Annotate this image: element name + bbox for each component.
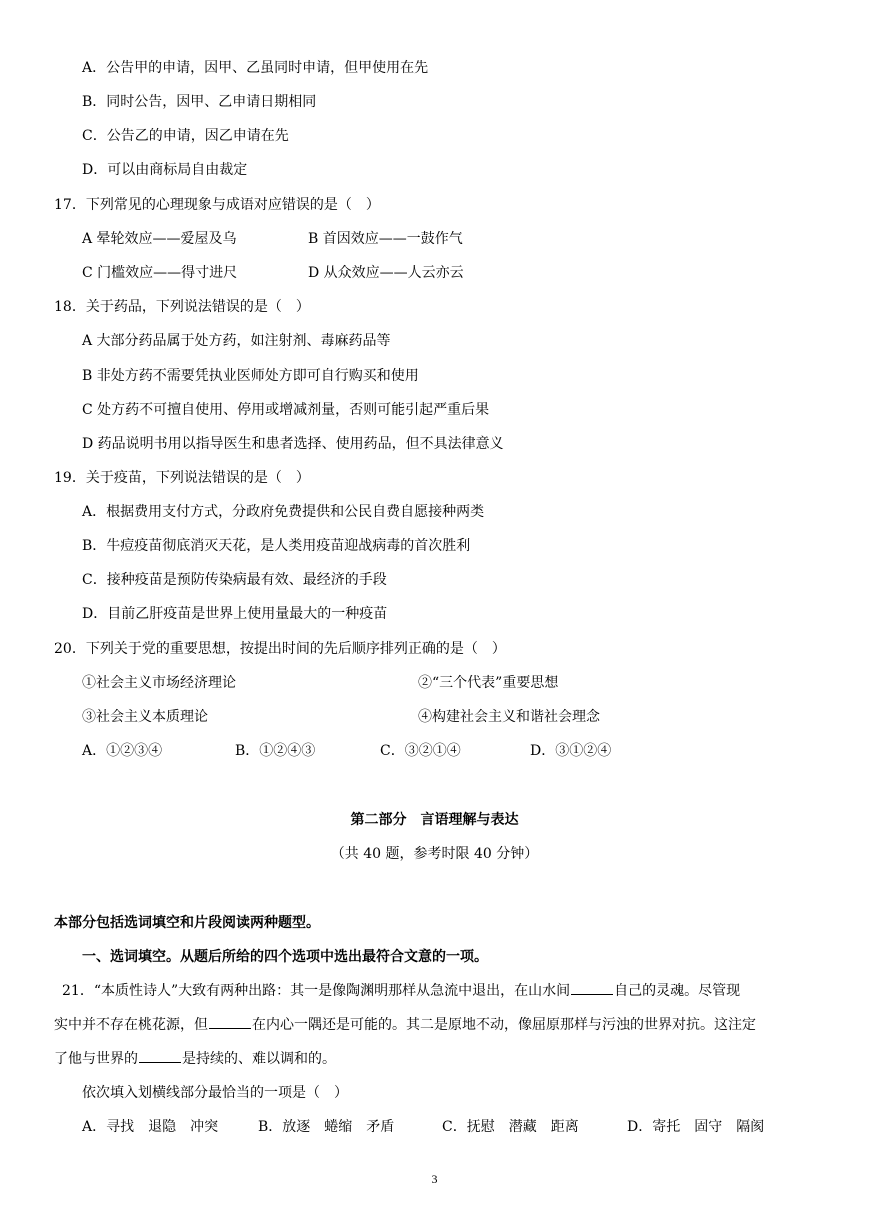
- q21-line-1: [62, 981, 740, 1001]
- q21-blank-3: [139, 1049, 181, 1063]
- q19-option-a: A．根据费用支付方式，分政府免费提供和公民自费自愿接种两类: [82, 504, 485, 520]
- q21-option-a: A．寻找 退隐 冲突: [82, 1119, 219, 1135]
- q21-line-2: [54, 1015, 756, 1035]
- q19-option-d: D．目前乙肝疫苗是世界上使用量最大的一种疫苗: [82, 606, 388, 622]
- section1-heading: 一、选词填空。从题后所给的四个选项中选出最符合文意的一项。: [82, 949, 488, 965]
- q17-option-c: C 门槛效应——得寸进尺: [82, 265, 238, 281]
- part2-subtitle: （共 40 题，参考时限 40 分钟）: [330, 846, 539, 862]
- q19-stem: 19．关于疫苗，下列说法错误的是（ ）: [54, 470, 310, 486]
- q21-prompt: 依次填入划横线部分最恰当的一项是（ ）: [82, 1085, 348, 1101]
- q20-item-1: ①社会主义市场经济理论: [82, 675, 236, 691]
- q16-option-b: B．同时公告，因甲、乙申请日期相同: [82, 94, 317, 110]
- q17-option-b: B 首因效应——一鼓作气: [308, 231, 463, 247]
- q19-option-c: C．接种疫苗是预防传染病最有效、最经济的手段: [82, 572, 387, 588]
- q20-item-4: ④构建社会主义和谐社会理念: [418, 709, 600, 725]
- q16-option-d: D．可以由商标局自由裁定: [82, 162, 248, 178]
- q21-text-1b: 自己的灵魂。尽管现: [614, 983, 741, 999]
- q20-option-d: D．③①②④: [530, 743, 612, 759]
- q21-text-3a: 了他与世界的: [54, 1051, 138, 1067]
- q20-option-b: B．①②④③: [235, 743, 316, 759]
- q17-stem: 17．下列常见的心理现象与成语对应错误的是（ ）: [54, 197, 380, 213]
- q21-option-d: D．寄托 固守 隔阂: [627, 1119, 765, 1135]
- q19-option-b: B．牛痘疫苗彻底消灭天花，是人类用疫苗迎战病毒的首次胜利: [82, 538, 471, 554]
- q20-item-3: ③社会主义本质理论: [82, 709, 208, 725]
- q20-item-2: ②“三个代表”重要思想: [418, 675, 559, 691]
- q18-option-b: B 非处方药不需要凭执业医师处方即可自行购买和使用: [82, 368, 419, 384]
- part2-intro: 本部分包括选词填空和片段阅读两种题型。: [54, 915, 320, 931]
- q17-option-a: A 晕轮效应——爱屋及乌: [82, 231, 237, 247]
- q21-blank-2: [209, 1015, 251, 1029]
- q21-text-2b: 在内心一隅还是可能的。其二是原地不动，像屈原那样与污浊的世界对抗。这注定: [252, 1017, 756, 1033]
- page-number: 3: [431, 1172, 438, 1186]
- q21-blank-1: [571, 981, 613, 995]
- q16-option-c: C．公告乙的申请，因乙申请在先: [82, 128, 289, 144]
- q18-stem: 18．关于药品，下列说法错误的是（ ）: [54, 299, 310, 315]
- q21-text-2a: 实中并不存在桃花源，但: [54, 1017, 208, 1033]
- q20-option-c: C．③②①④: [380, 743, 461, 759]
- q18-option-a: A 大部分药品属于处方药，如注射剂、毒麻药品等: [82, 333, 391, 349]
- q21-text-3b: 是持续的、难以调和的。: [182, 1051, 336, 1067]
- q17-option-d: D 从众效应——人云亦云: [308, 265, 464, 281]
- part2-title: 第二部分 言语理解与表达: [350, 812, 519, 828]
- q21-text-1a: 21．“本质性诗人”大致有两种出路：其一是像陶渊明那样从急流中退出，在山水间: [62, 983, 571, 999]
- q20-stem: 20．下列关于党的重要思想，按提出时间的先后顺序排列正确的是（ ）: [54, 641, 506, 657]
- q20-option-a: A．①②③④: [82, 743, 163, 759]
- q18-option-c: C 处方药不可擅自使用、停用或增减剂量，否则可能引起严重后果: [82, 402, 490, 418]
- q21-line-3: [54, 1049, 336, 1069]
- q18-option-d: D 药品说明书用以指导医生和患者选择、使用药品，但不具法律意义: [82, 436, 504, 452]
- q16-option-a: A．公告甲的申请，因甲、乙虽同时申请，但甲使用在先: [82, 60, 429, 76]
- q21-option-b: B．放逐 蜷缩 矛盾: [258, 1119, 395, 1135]
- q21-option-c: C．抚慰 潜藏 距离: [442, 1119, 579, 1135]
